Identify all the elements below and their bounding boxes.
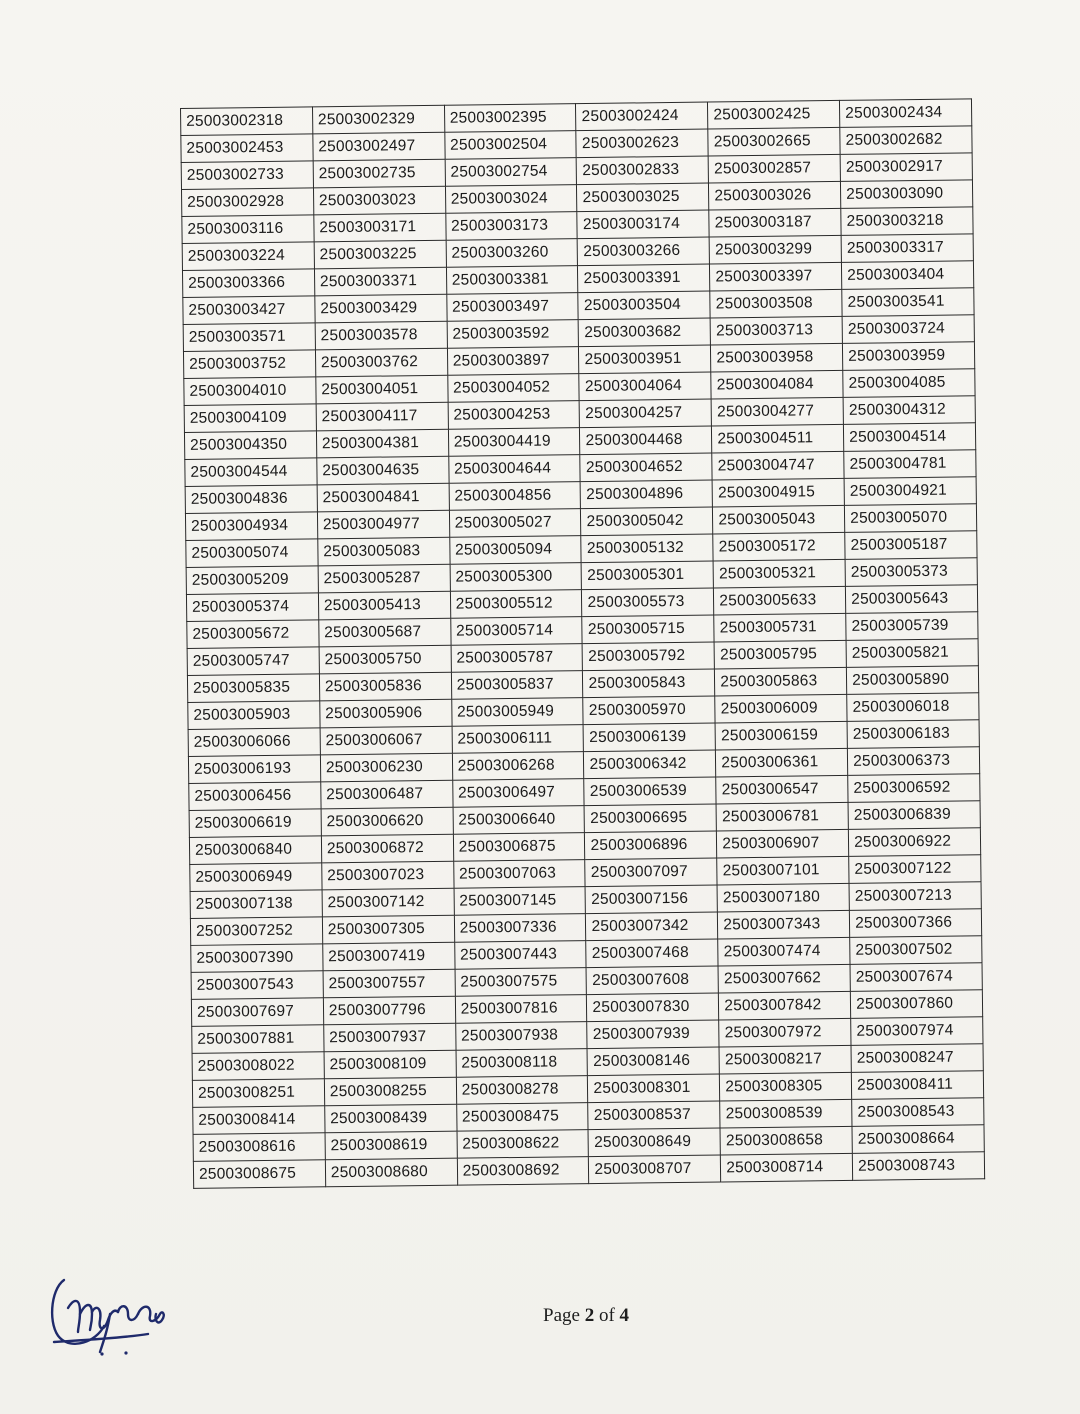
table-cell: 25003005074 [186,539,318,568]
table-cell: 25003003260 [446,239,578,268]
table-cell: 25003003951 [579,345,711,374]
table-cell: 25003004350 [184,431,316,460]
table-cell: 25003002733 [181,161,313,190]
table-cell: 25003003724 [842,315,974,344]
table-cell: 25003006949 [190,863,322,892]
table-cell: 25003008411 [851,1071,983,1100]
table-cell: 25003005413 [318,591,450,620]
table-cell: 25003007974 [851,1017,983,1046]
table-cell: 25003006067 [320,726,452,755]
table-cell: 25003008251 [192,1079,324,1108]
table-cell: 25003006456 [189,782,321,811]
table-cell: 25003006487 [321,780,453,809]
table-cell: 25003002318 [181,107,313,136]
table-cell: 25003005512 [450,590,582,619]
table-cell: 25003004010 [184,377,316,406]
table-cell: 25003007860 [850,990,982,1019]
table-cell: 25003003173 [445,212,577,241]
page-number [543,1305,629,1327]
table-cell: 25003006875 [453,833,585,862]
table-cell: 25003008707 [589,1155,721,1184]
table-cell: 25003008692 [457,1157,589,1186]
table-cell: 25003006361 [716,748,848,777]
table-cell: 25003006018 [847,693,979,722]
table-cell: 25003006497 [452,779,584,808]
table-cell: 25003005715 [582,615,714,644]
table-cell: 25003005070 [845,504,977,533]
table-cell: 25003003299 [709,235,841,264]
table-cell: 25003007557 [323,969,455,998]
table-cell: 25003007608 [587,966,719,995]
table-cell: 25003006111 [452,725,584,754]
table-cell: 25003005890 [847,666,979,695]
table-cell: 25003004052 [447,374,579,403]
table-cell: 25003003371 [314,267,446,296]
table-cell: 25003004381 [316,429,448,458]
table-cell: 25003007342 [586,912,718,941]
table-cell: 25003004511 [712,424,844,453]
table-cell: 25003004896 [581,480,713,509]
table-cell: 25003006872 [321,834,453,863]
table-cell: 25003002754 [445,158,577,187]
table-cell: 25003005083 [318,537,450,566]
table-cell: 25003003427 [183,296,315,325]
table-cell: 25003004934 [185,512,317,541]
table-cell: 25003007138 [190,890,322,919]
table-cell: 25003008118 [456,1049,588,1078]
table-cell: 25003004109 [184,404,316,433]
table-cell: 25003004781 [844,450,976,479]
table-cell: 25003005573 [582,588,714,617]
table-cell: 25003005836 [319,672,451,701]
table-cell: 25003005843 [583,669,715,698]
table-cell: 25003004635 [317,456,449,485]
table-cell: 25003002665 [708,127,840,156]
table-cell: 25003005301 [582,561,714,590]
table-cell: 25003003404 [842,261,974,290]
table-cell: 25003008539 [720,1099,852,1128]
table-cell: 25003005187 [845,531,977,560]
table-cell: 25003005949 [451,698,583,727]
table-cell: 25003002497 [313,132,445,161]
table-cell: 25003008743 [852,1152,984,1181]
table-cell: 25003005043 [713,505,845,534]
table-cell: 25003003429 [315,294,447,323]
table-cell: 25003004856 [449,482,581,511]
table-cell: 25003003508 [710,289,842,318]
table-cell: 25003005747 [187,647,319,676]
table-cell: 25003002682 [840,126,972,155]
table-cell: 25003004468 [580,426,712,455]
table-cell: 25003005643 [846,585,978,614]
table-cell: 25003004915 [712,478,844,507]
table-cell: 25003005739 [846,612,978,641]
table-cell: 25003007336 [454,914,586,943]
table-cell: 25003005795 [714,640,846,669]
table-cell: 25003004747 [712,451,844,480]
table-cell: 25003007390 [191,944,323,973]
table-cell: 25003003592 [447,320,579,349]
table-cell: 25003007101 [717,856,849,885]
table-cell: 25003007937 [324,1023,456,1052]
table-cell: 25003002395 [444,104,576,133]
table-cell: 25003007972 [719,1018,851,1047]
table-cell: 25003004257 [580,399,712,428]
table-cell: 25003004064 [579,372,711,401]
page-label: Page [543,1305,580,1326]
table-cell: 25003003116 [182,215,314,244]
table-cell: 25003002504 [444,131,576,160]
page-total: 4 [619,1305,630,1326]
table-cell: 25003003023 [313,186,445,215]
table-cell: 25003006373 [848,747,980,776]
table-cell: 25003005792 [583,642,715,671]
table-cell: 25003006230 [320,753,452,782]
table-cell: 25003003218 [841,207,973,236]
table-cell: 25003004253 [448,401,580,430]
table-cell: 25003008675 [193,1160,325,1189]
table-cell: 25003004419 [448,428,580,457]
table-cell: 25003005906 [320,699,452,728]
table-cell: 25003004312 [843,396,975,425]
table-cell: 25003007252 [190,917,322,946]
table-cell: 25003006640 [453,806,585,835]
table-cell: 25003002623 [576,129,708,158]
table-cell: 25003003266 [578,237,710,266]
table-cell: 25003002857 [708,154,840,183]
table-cell: 25003007842 [719,991,851,1020]
table-cell: 25003008664 [852,1125,984,1154]
table-cell: 25003003171 [314,213,446,242]
table-cell: 25003005835 [187,674,319,703]
table-cell: 25003005209 [186,566,318,595]
table-cell: 25003005787 [451,644,583,673]
table-cell: 25003005374 [186,593,318,622]
table-cell: 25003003504 [578,291,710,320]
table-cell: 25003008649 [588,1128,720,1157]
table-cell: 25003007881 [192,1025,324,1054]
table-cell: 25003006840 [189,836,321,865]
table-cell: 25003006009 [715,694,847,723]
table-cell: 25003006547 [716,775,848,804]
table-cell: 25003007662 [718,964,850,993]
table-cell: 25003002425 [708,100,840,129]
table-cell: 25003006268 [452,752,584,781]
table-cell: 25003006839 [848,801,980,830]
table-cell: 25003005373 [845,558,977,587]
table-cell: 25003003317 [841,234,973,263]
table-cell: 25003007443 [454,941,586,970]
table-cell: 25003003024 [445,185,577,214]
table-cell: 25003006539 [584,777,716,806]
table-cell: 25003006592 [848,774,980,803]
table-cell: 25003007142 [322,888,454,917]
table-cell: 25003006896 [585,831,717,860]
table-cell: 25003003713 [710,316,842,345]
table-cell: 25003003026 [709,181,841,210]
table-cell: 25003007180 [717,883,849,912]
table-cell: 25003008255 [324,1077,456,1106]
table-cell: 25003007474 [718,937,850,966]
table-cell: 25003005837 [451,671,583,700]
table-cell: 25003003391 [578,264,710,293]
table-cell: 25003007213 [849,882,981,911]
table-cell: 25003002833 [577,156,709,185]
table-cell: 25003003366 [182,269,314,298]
table-cell: 25003008619 [325,1131,457,1160]
table-cell: 25003005970 [583,696,715,725]
roll-number-table-body [181,99,985,1189]
table-cell: 25003003752 [183,350,315,379]
table-cell: 25003005132 [581,534,713,563]
table-cell: 25003005042 [581,507,713,536]
table-cell: 25003003762 [315,348,447,377]
table-cell: 25003003174 [577,210,709,239]
table-cell: 25003006619 [189,809,321,838]
table-cell: 25003005672 [187,620,319,649]
table-cell: 25003007543 [191,971,323,1000]
table-cell: 25003005821 [846,639,978,668]
table-cell: 25003003397 [710,262,842,291]
table-cell: 25003004544 [185,458,317,487]
table-cell: 25003007156 [586,885,718,914]
table-cell: 25003003025 [577,183,709,212]
table-cell: 25003003959 [843,342,975,371]
table-cell: 25003004085 [843,369,975,398]
table-cell: 25003005300 [450,563,582,592]
table-cell: 25003003682 [579,318,711,347]
table-cell: 25003008217 [719,1045,851,1074]
table-cell: 25003004514 [844,423,976,452]
table-cell: 25003007697 [191,998,323,1027]
table-cell: 25003008414 [193,1106,325,1135]
table-cell: 25003002917 [840,153,972,182]
table-cell: 25003006781 [716,802,848,831]
table-cell: 25003003225 [314,240,446,269]
table-cell: 25003004836 [185,485,317,514]
table-cell: 25003007796 [323,996,455,1025]
table-cell: 25003004652 [580,453,712,482]
table-cell: 25003007502 [850,936,982,965]
table-cell: 25003006066 [188,728,320,757]
table-cell: 25003007343 [718,910,850,939]
table-cell: 25003002434 [840,99,972,128]
table-cell: 25003008278 [456,1076,588,1105]
table-cell: 25003007419 [323,942,455,971]
table-cell: 25003002928 [181,188,313,217]
page-of: of [598,1305,615,1326]
table-cell: 25003004644 [448,455,580,484]
table-cell: 25003005094 [449,536,581,565]
table-cell: 25003007816 [455,995,587,1024]
roll-number-table [180,98,985,1189]
table-cell: 25003006183 [847,720,979,749]
table-cell: 25003003381 [446,266,578,295]
table-cell: 25003006159 [715,721,847,750]
table-cell: 25003005863 [715,667,847,696]
table-cell: 25003005172 [713,532,845,561]
table-cell: 25003006907 [717,829,849,858]
table-cell: 25003004977 [317,510,449,539]
table-cell: 25003004051 [316,375,448,404]
signature-icon [44,1268,174,1358]
table-cell: 25003007305 [322,915,454,944]
table-cell: 25003008305 [720,1072,852,1101]
table-cell: 25003005633 [714,586,846,615]
table-cell: 25003003224 [182,242,314,271]
table-cell: 25003005750 [319,645,451,674]
table-cell: 25003007468 [586,939,718,968]
table-cell: 25003008537 [588,1101,720,1130]
table-cell: 25003003897 [447,347,579,376]
table-cell: 25003005321 [713,559,845,588]
table-cell: 25003008616 [193,1133,325,1162]
table-cell: 25003007366 [849,909,981,938]
table-cell: 25003002329 [312,105,444,134]
table-cell: 25003007830 [587,993,719,1022]
table-cell: 25003008543 [852,1098,984,1127]
table-cell: 25003002735 [313,159,445,188]
table-cell: 25003008146 [588,1047,720,1076]
table-cell: 25003004084 [711,370,843,399]
table-cell: 25003004117 [316,402,448,431]
table-cell: 25003005903 [188,701,320,730]
table-cell: 25003003958 [711,343,843,372]
table-cell: 25003008109 [324,1050,456,1079]
table-cell: 25003007145 [454,887,586,916]
table-cell: 25003007097 [585,858,717,887]
table-cell: 25003008301 [588,1074,720,1103]
table-cell: 25003005731 [714,613,846,642]
table-cell: 25003008022 [192,1052,324,1081]
table-cell: 25003006193 [188,755,320,784]
table-cell: 25003006922 [849,828,981,857]
table-cell: 25003005027 [449,509,581,538]
table-cell: 25003002453 [181,134,313,163]
table-cell: 25003008680 [325,1158,457,1187]
table-cell: 25003004277 [711,397,843,426]
table-cell: 25003007575 [455,968,587,997]
table-cell: 25003007938 [455,1022,587,1051]
table-cell: 25003007023 [322,861,454,890]
table-cell: 25003007063 [453,860,585,889]
table-cell: 25003002424 [576,102,708,131]
table-cell: 25003008714 [721,1153,853,1182]
table-cell: 25003008622 [457,1130,589,1159]
table-cell: 25003004841 [317,483,449,512]
page-current: 2 [584,1305,595,1326]
table-cell: 25003005287 [318,564,450,593]
table-cell: 25003008475 [456,1103,588,1132]
table-cell: 25003006139 [584,723,716,752]
table-cell: 25003006342 [584,750,716,779]
table-cell: 25003008247 [851,1044,983,1073]
table-cell: 25003008658 [720,1126,852,1155]
table-cell: 25003007122 [849,855,981,884]
table-cell: 25003003571 [183,323,315,352]
table-cell: 25003007939 [587,1020,719,1049]
table-cell: 25003003541 [842,288,974,317]
table-cell: 25003005687 [319,618,451,647]
table-cell: 25003004921 [844,477,976,506]
table-cell: 25003003187 [709,208,841,237]
table-cell: 25003005714 [450,617,582,646]
table-cell: 25003003497 [446,293,578,322]
table-cell: 25003003578 [315,321,447,350]
table-cell: 25003003090 [841,180,973,209]
table-cell: 25003008439 [325,1104,457,1133]
table-cell: 25003006695 [585,804,717,833]
table-cell: 25003006620 [321,807,453,836]
table-cell: 25003007674 [850,963,982,992]
